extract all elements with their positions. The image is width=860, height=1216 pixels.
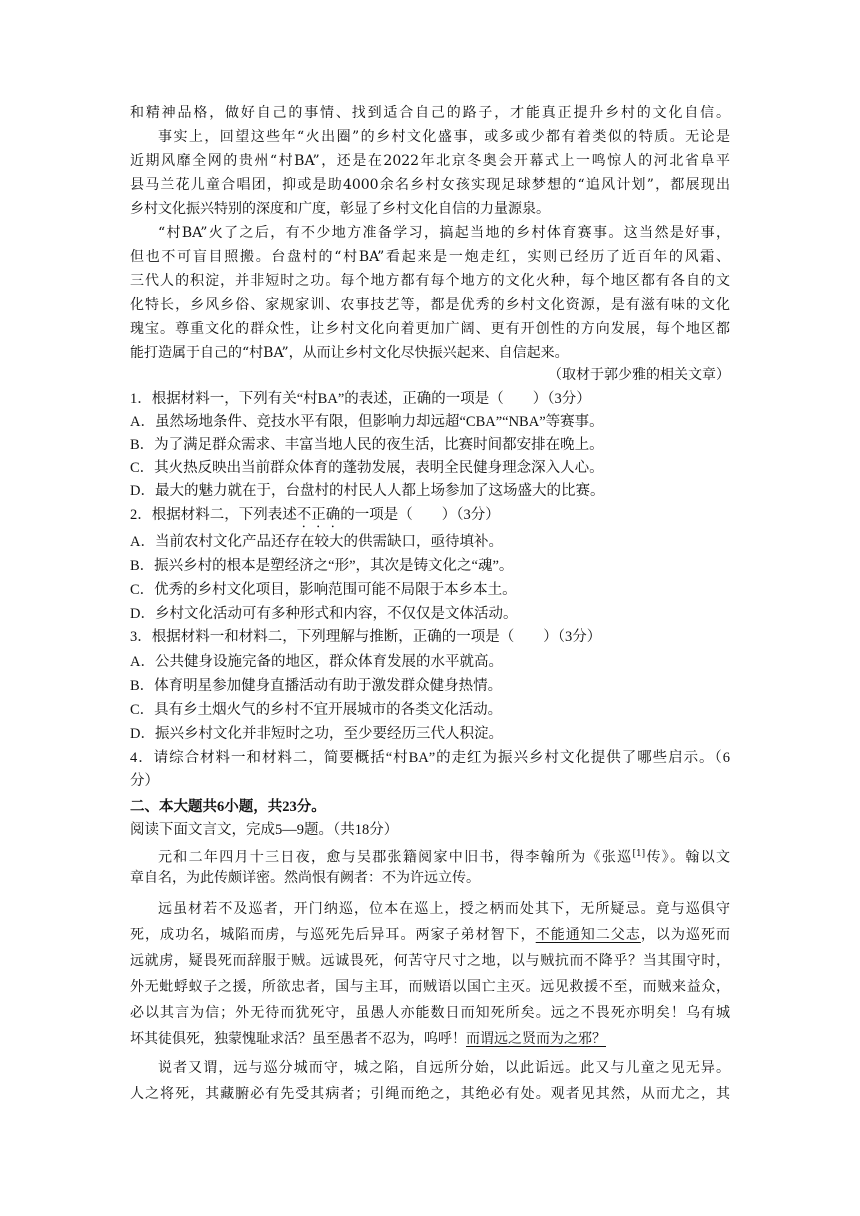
emphasized-text: 不正确: [296, 507, 341, 523]
text-line: 瑰宝。尊重文化的群众性，让乡村文化向着更加广阔、更有开创性的方向发展，每个地区都: [130, 321, 730, 337]
text-segment: 坏其徒俱死，独蒙愧耻求活？虽至愚者不忍为，呜呼！: [130, 1031, 466, 1047]
text-line: 和精神品格，做好自己的事情、找到适合自己的路子，才能真正提升乡村的文化自信。: [130, 105, 730, 121]
text-line: 远虽材若不及巡者，开门纳巡，位本在巡上，授之柄而处其下，无所疑忌。竟与巡俱守: [158, 901, 730, 917]
question-2-suffix: 的一项是（ ）（3分）: [340, 507, 500, 523]
question-1: 1．根据材料一，下列有关“村BA”的表述，正确的一项是（ ）（3分）: [130, 391, 591, 407]
footnote-marker: [1]: [632, 849, 646, 859]
text-line: [130, 1027, 730, 1051]
text-line: 必以其言为信；外无待而犹死守，虽愚人亦能数日而知死所矣。远之不畏死亦明矣！乌有城: [130, 1005, 730, 1021]
text-line: [130, 923, 730, 947]
text-segment: 死，成功名，城陷而虏，与巡死先后异耳。两家子弟材智下，: [130, 927, 536, 943]
section-heading: 二、本大题共6小题，共23分。: [130, 799, 326, 815]
text-segment: 元和二年四月十三日夜，愈与吴郡张籍阅家中旧书，得李翰所为《张巡: [158, 849, 633, 866]
question-2-option-a: A．当前农村文化产品还存在较大的供需缺口，亟待填补。: [130, 534, 503, 550]
underlined-phrase: 而谓远之贤而为之邪？: [466, 1031, 606, 1047]
question-3-option-d: D．振兴乡村文化并非短时之功，至少要经历三代人积淀。: [130, 726, 503, 742]
text-line: 外无蚍蜉蚁子之援，所欲忠者，国与主耳，而贼语以国亡主灭。远见救援不至，而贼来益众，: [130, 979, 730, 995]
question-3: 3．根据材料一和材料二，下列理解与推断，正确的一项是（ ）（3分）: [130, 629, 602, 645]
question-2-prefix: 2．根据材料二，下列表述: [130, 507, 297, 523]
question-3-option-a: A．公共健身设施完备的地区，群众体育发展的水平就高。: [130, 654, 503, 670]
text-line: 能打造属于自己的“村BA”，从而让乡村文化尽快振兴起来、自信起来。: [130, 345, 569, 361]
text-line: 章自名，为此传颇详密。然尚恨有阙者：不为许远立传。: [130, 870, 480, 886]
question-1-option-d: D．最大的魅力就在于，台盘村的村民人人都上场参加了这场盛大的比赛。: [130, 483, 605, 499]
text-line: 说者又谓，远与巡分城而守，城之陷，自远所分始，以此诟远。此又与儿童之见无异。: [158, 1060, 730, 1076]
question-1-option-a: A．虽然场地条件、竞技水平有限，但影响力却远超“CBA”“NBA”等赛事。: [130, 414, 604, 430]
question-2-option-d: D．乡村文化活动可有多种形式和内容，不仅仅是文体活动。: [130, 606, 518, 622]
text-segment: 传》。翰以文: [645, 849, 731, 866]
question-3-option-b: B．体育明星参加健身直播活动有助于激发群众健身热情。: [130, 678, 503, 694]
source-citation: （取材于郭少雅的相关文章）: [548, 367, 730, 383]
underlined-phrase: 不能通知二父志: [535, 927, 641, 943]
question-1-option-c: C．其火热反映出当前群众体育的蓬勃发展，表明全民健身理念深入人心。: [130, 460, 604, 476]
section-instructions: 阅读下面文言文，完成5—9题。（共18分）: [130, 822, 399, 838]
text-line: 三代人的积淀，并非短时之功。每个地方都有每个地方的文化火种，每个地区都有各自的文: [130, 273, 730, 289]
text-line: “村BA”火了之后，有不少地方准备学习，搞起当地的乡村体育赛事。这当然是好事，: [158, 225, 730, 241]
text-segment: ，以为巡死而: [640, 927, 731, 943]
text-line: 乡村文化振兴特别的深度和广度，彰显了乡村文化自信的力量源泉。: [130, 201, 550, 217]
question-3-option-c: C．具有乡土烟火气的乡村不宜开展城市的各类文化活动。: [130, 702, 503, 718]
question-2-option-b: B．振兴乡村的根本是塑经济之“形”，其次是铸文化之“魂”。: [130, 558, 514, 574]
text-line: 近期风靡全网的贵州“村BA”，还是在2022年北京冬奥会开幕式上一鸣惊人的河北省阜平: [130, 153, 730, 169]
text-line: 人之将死，其藏腑必有先受其病者；引绳而绝之，其绝必有处。观者见其然，从而尤之，其: [130, 1086, 730, 1102]
text-line: 县马兰花儿童合唱团，抑或是助4000余名乡村女孩实现足球梦想的“追风计划”，都展现出: [130, 177, 730, 193]
text-line: 但也不可盲目照搬。台盘村的“村BA”看起来是一炮走红，实则已经历了近百年的风霜、: [130, 249, 730, 265]
text-line: 事实上，回望这些年“火出圈”的乡村文化盛事，或多或少都有着类似的特质。无论是: [158, 129, 730, 145]
question-1-option-b: B．为了满足群众需求、丰富当地人民的夜生活，比赛时间都安排在晚上。: [130, 437, 604, 453]
question-4-continued: 分）: [130, 773, 159, 789]
question-2: [130, 503, 730, 531]
text-line: 化特长，乡风乡俗、家规家训、农事技艺等，都是优秀的乡村文化资源，是有滋有味的文化: [130, 297, 730, 313]
question-4: 4．请综合材料一和材料二，简要概括“村BA”的走红为振兴乡村文化提供了哪些启示。（6: [130, 750, 730, 766]
text-line: 远就虏，疑畏死而辞服于贼。远诚畏死，何苦守尺寸之地，以与贼抗而不降乎？当其围守时，: [130, 953, 730, 969]
question-2-option-c: C．优秀的乡村文化项目，影响范围可能不局限于本乡本土。: [130, 582, 517, 598]
